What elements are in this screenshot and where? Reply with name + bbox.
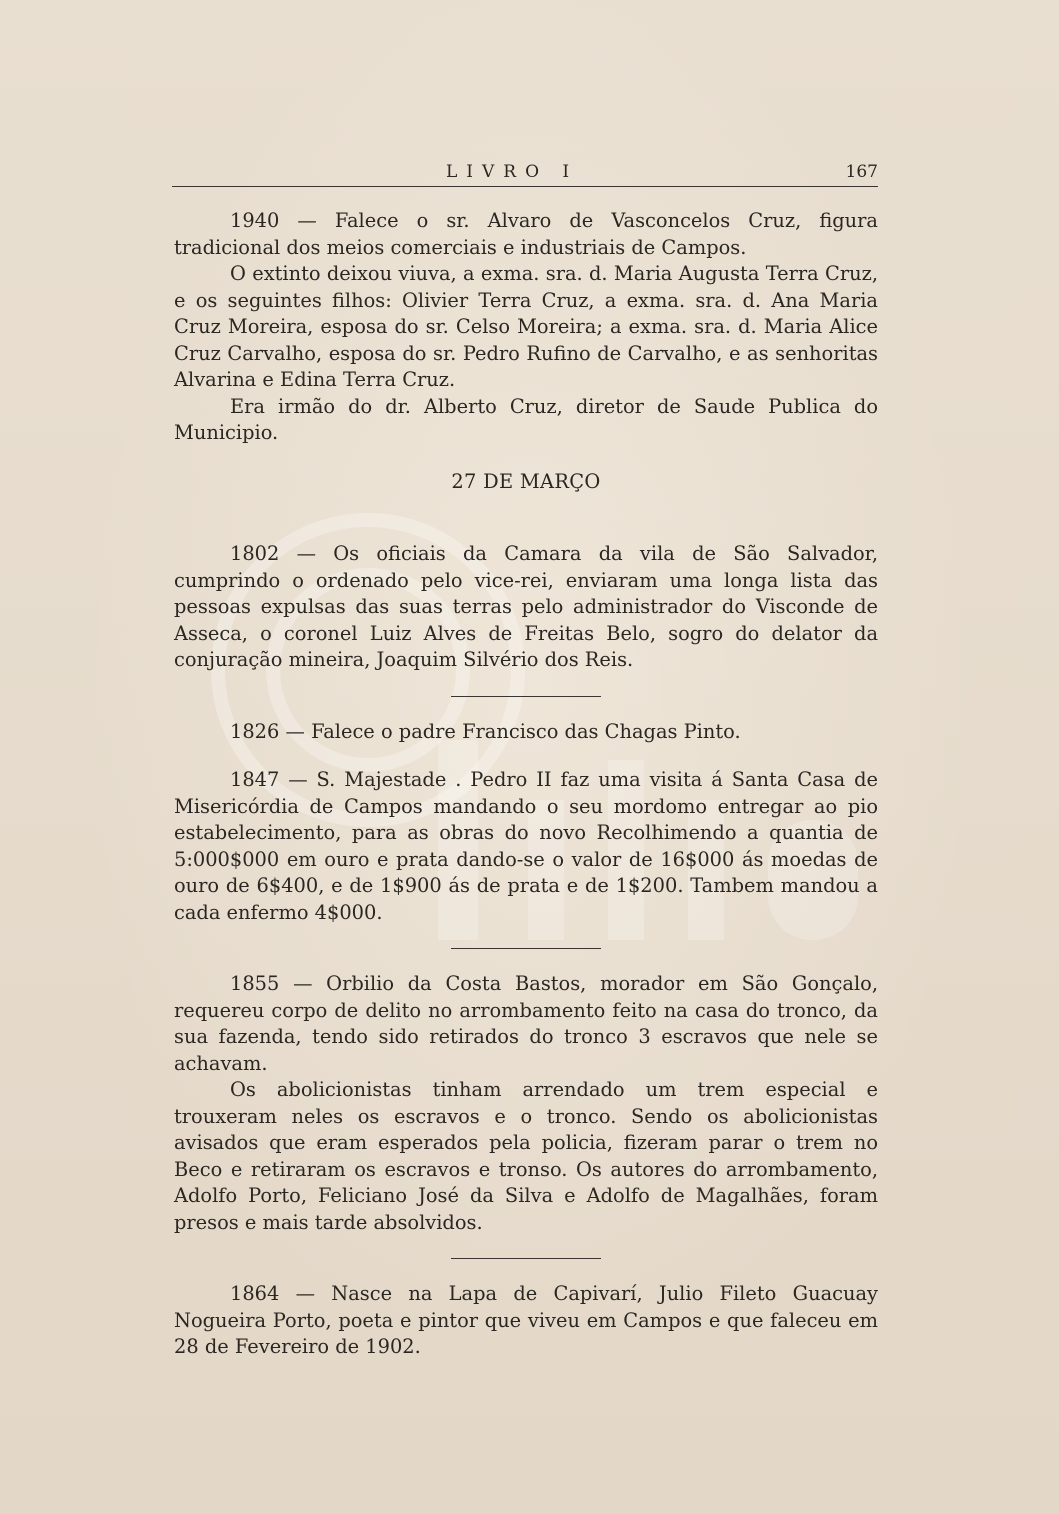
paragraph: O extinto deixou viuva, a exma. sra. d. Maria Augusta Terra Cruz, e os seguintes filhos: Olivier Terra Cruz, a exma. sra. d. Ana Maria Cruz Moreira, esposa do sr. Celso Moreira; a exma. sra. d. Maria Alice Cruz Carvalho, esposa do sr. Pedro Rufino de Carvalho, e as senhoritas Alvarina e Edina Terra Cruz.	[174, 262, 878, 391]
entry-1826	[174, 719, 878, 746]
paragraph: 1847 — S. Majestade . Pedro II faz uma visita á Santa Casa de Misericórdia de Campos mandando o seu mordomo entregar ao pio estabelecimento, para as obras do novo Recolhimendo a quantia de 5:000$000 em ouro e prata dando-se o valor de 16$000 ás moedas de ouro de 6$400, e de 1$900 ás de prata e de 1$200. Tambem mandou a cada enfermo 4$000.	[174, 768, 878, 924]
entry-1802	[174, 541, 878, 674]
paragraph: 1855 — Orbilio da Costa Bastos, morador em São Gonçalo, requereu corpo de delito no arrombamento feito na casa do tronco, da sua fazenda, tendo sido retirados do tronco 3 escravos que nele se achavam.	[174, 972, 878, 1075]
page-number: 167	[845, 162, 878, 182]
entry-1940	[174, 208, 878, 447]
section-heading: 27 DE MARÇO	[451, 469, 601, 493]
entry-1864	[174, 1281, 878, 1361]
separator-rule	[451, 948, 601, 949]
paragraph: 1826 — Falece o padre Francisco das Chagas Pinto.	[230, 719, 741, 743]
paragraph: Era irmão do dr. Alberto Cruz, diretor de Saude Publica do Municipio.	[174, 394, 878, 444]
paragraph: 1940 — Falece o sr. Alvaro de Vasconcelos Cruz, figura tradicional dos meios comerciais e industriais de Campos.	[174, 209, 878, 259]
paragraph: 1864 — Nasce na Lapa de Capivarí, Julio Fileto Guacuay Nogueira Porto, poeta e pintor que viveu em Campos e que faleceu em 28 de Fevereiro de 1902.	[174, 1282, 878, 1358]
running-title: LIVRO I	[446, 162, 579, 182]
paragraph: Os abolicionistas tinham arrendado um trem especial e trouxeram neles os escravos e o tronco. Sendo os abolicionistas avisados que eram esperados pela policia, fizeram parar o trem no Beco e retiraram os escravos e tronso. Os autores do arrombamento, Adolfo Porto, Feliciano José da Silva e Adolfo de Magalhães, foram presos e mais tarde absolvidos.	[174, 1078, 878, 1234]
entry-1847	[174, 767, 878, 926]
separator-rule	[451, 696, 601, 697]
paragraph: 1802 — Os oficiais da Camara da vila de São Salvador, cumprindo o ordenado pelo vice-rei, enviaram uma longa lista das pessoas expulsas das suas terras pelo administrador do Visconde de Asseca, o coronel Luiz Alves de Freitas Belo, sogro do delator da conjuração mineira, Joaquim Silvério dos Reis.	[174, 542, 878, 671]
separator-rule	[451, 1258, 601, 1259]
page-body	[174, 208, 878, 1383]
entry-1855	[174, 971, 878, 1236]
page-header	[172, 160, 878, 187]
